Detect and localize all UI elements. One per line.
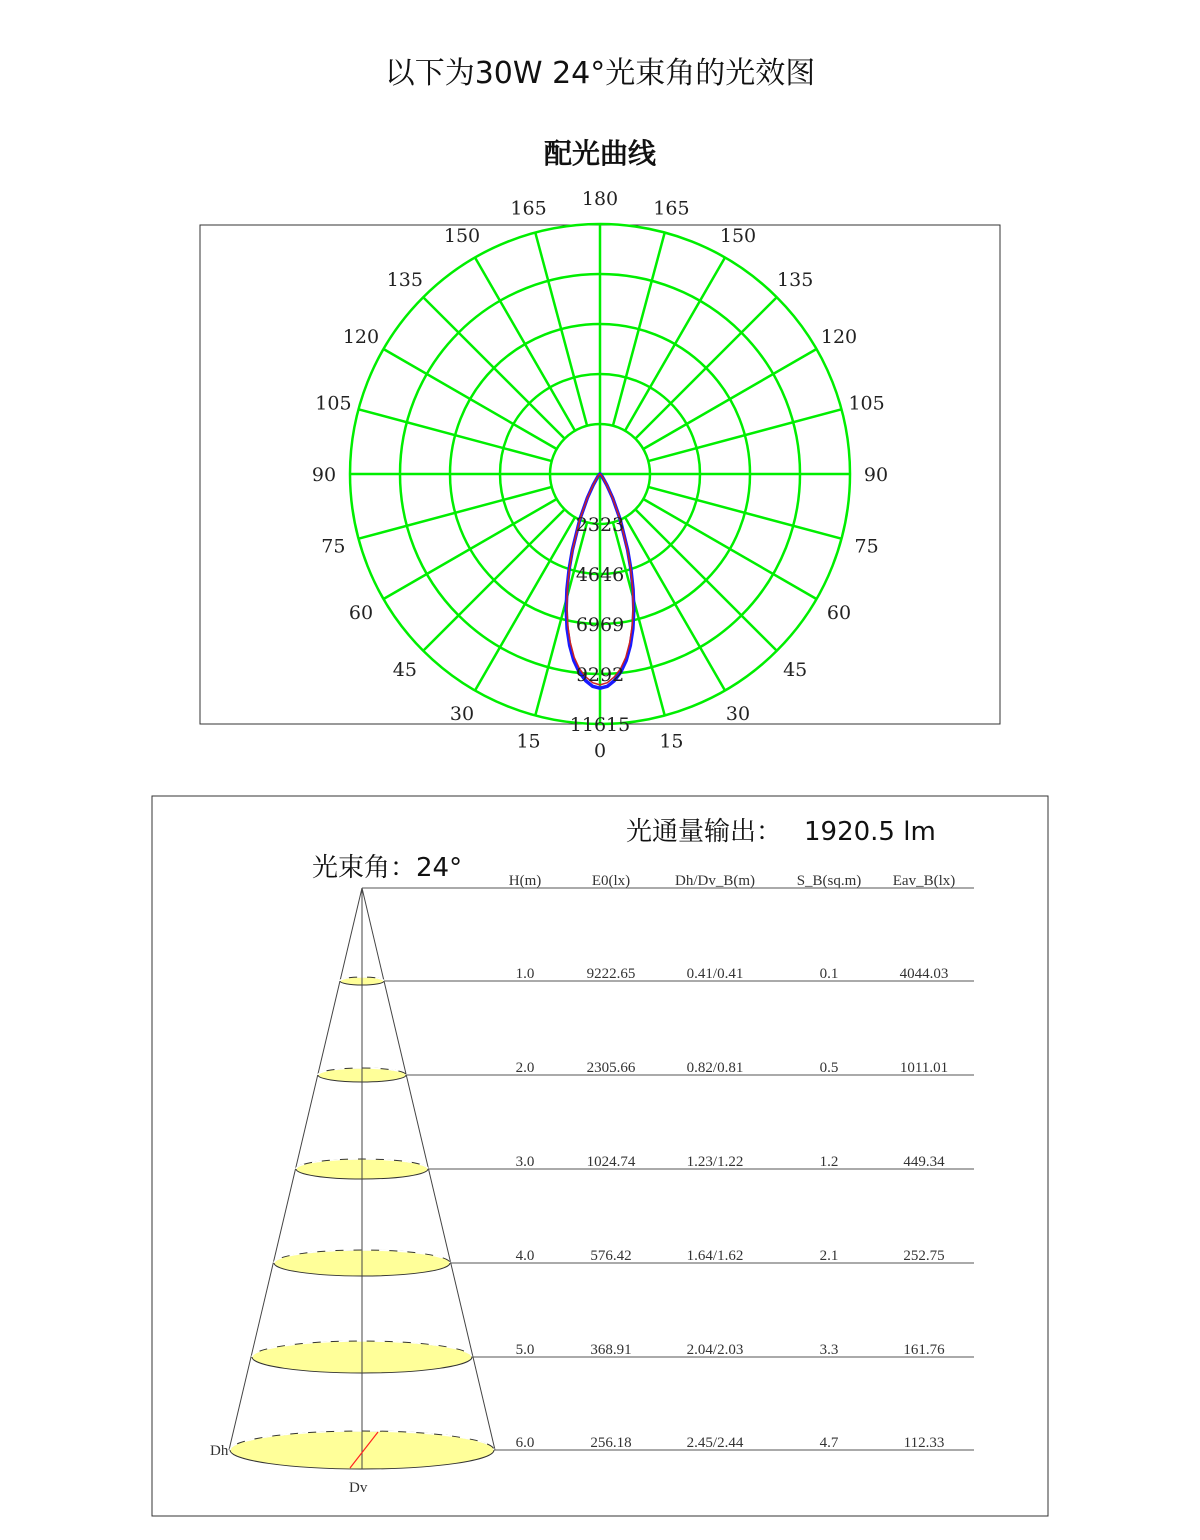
polar-chart-title: 配光曲线 bbox=[543, 137, 656, 170]
angle-label: 135 bbox=[777, 268, 814, 291]
polar-spoke bbox=[475, 517, 575, 690]
polar-spoke bbox=[635, 509, 776, 650]
table-cell: 1.64/1.62 bbox=[686, 1248, 744, 1264]
table-cell: 3.0 bbox=[515, 1154, 535, 1170]
table-cell: 2.04/2.03 bbox=[686, 1342, 744, 1358]
beam-table-chart bbox=[0, 780, 1200, 1540]
table-cell: 4.0 bbox=[515, 1248, 535, 1264]
column-header: Eav_B(lx) bbox=[892, 873, 956, 889]
table-cell: 112.33 bbox=[903, 1435, 945, 1451]
radial-tick-label: 9292 bbox=[575, 664, 625, 686]
angle-label: 60 bbox=[348, 602, 374, 624]
angle-label: 90 bbox=[863, 464, 889, 486]
polar-spoke bbox=[535, 233, 587, 426]
table-cell: 4044.03 bbox=[899, 966, 949, 982]
column-header: Dh/Dv_B(m) bbox=[675, 873, 755, 889]
table-cell: 5.0 bbox=[515, 1342, 535, 1358]
table-cell: 2.45/2.44 bbox=[686, 1435, 744, 1451]
polar-spoke bbox=[635, 297, 776, 438]
column-header: S_B(sq.m) bbox=[796, 873, 862, 889]
angle-label: 45 bbox=[392, 659, 417, 682]
angle-label: 150 bbox=[719, 224, 757, 247]
angle-label: 105 bbox=[848, 392, 885, 415]
table-cell: 0.1 bbox=[819, 966, 839, 982]
polar-spoke bbox=[625, 257, 725, 430]
table-cell: 0.41/0.41 bbox=[686, 966, 744, 982]
table-cell: 1011.01 bbox=[899, 1060, 949, 1076]
polar-spoke bbox=[648, 409, 841, 461]
table-cell: 1.0 bbox=[515, 966, 535, 982]
table-cell: 256.18 bbox=[590, 1435, 632, 1451]
polar-spoke bbox=[423, 509, 564, 650]
table-cell: 1024.74 bbox=[586, 1154, 636, 1170]
polar-spoke bbox=[625, 517, 725, 690]
angle-label: 90 bbox=[311, 464, 337, 486]
angle-label: 45 bbox=[783, 659, 808, 682]
angle-label: 15 bbox=[516, 730, 541, 753]
table-cell: 252.75 bbox=[903, 1248, 945, 1264]
table-cell: 4.7 bbox=[819, 1435, 839, 1451]
angle-label: 120 bbox=[342, 326, 380, 348]
angle-label: 30 bbox=[449, 703, 475, 726]
polar-spoke bbox=[475, 257, 575, 430]
angle-label: 180 bbox=[581, 188, 619, 210]
angle-label: 120 bbox=[820, 326, 858, 348]
column-header: E0(lx) bbox=[591, 873, 631, 889]
table-cell: 161.76 bbox=[903, 1342, 945, 1358]
polar-spoke bbox=[613, 233, 665, 426]
table-cell: 9222.65 bbox=[586, 966, 636, 982]
polar-spoke bbox=[383, 349, 556, 449]
angle-label: 60 bbox=[826, 602, 852, 624]
table-cell: 576.42 bbox=[590, 1248, 632, 1264]
polar-spoke bbox=[643, 499, 816, 599]
luminous-flux-value: 1920.5 lm bbox=[804, 817, 936, 847]
table-cell: 6.0 bbox=[515, 1435, 535, 1451]
table-cell: 2.1 bbox=[819, 1248, 839, 1264]
table-cell: 2.0 bbox=[515, 1060, 535, 1076]
polar-spoke bbox=[359, 487, 552, 539]
angle-label: 135 bbox=[386, 268, 423, 291]
polar-spoke bbox=[648, 487, 841, 539]
table-cell: 1.23/1.22 bbox=[686, 1154, 744, 1170]
angle-label: 15 bbox=[659, 730, 684, 753]
angle-label: 165 bbox=[510, 197, 547, 220]
angle-label: 165 bbox=[653, 197, 690, 220]
page-title: 以下为30W 24°光束角的光效图 bbox=[384, 56, 816, 91]
angle-label: 150 bbox=[443, 224, 481, 247]
table-cell: 368.91 bbox=[590, 1342, 632, 1358]
radial-tick-label: 11615 bbox=[569, 714, 631, 736]
beam-angle-label: 光束角：24° bbox=[312, 853, 463, 883]
luminous-flux-label: 光通量输出： bbox=[626, 817, 783, 847]
dv-label: Dv bbox=[349, 1480, 368, 1496]
radial-tick-label: 2323 bbox=[575, 514, 625, 536]
table-cell: 3.3 bbox=[819, 1342, 839, 1358]
table-cell: 0.82/0.81 bbox=[686, 1060, 744, 1076]
dh-label: Dh bbox=[210, 1443, 229, 1459]
polar-spoke bbox=[423, 297, 564, 438]
radial-tick-label: 4646 bbox=[575, 564, 625, 586]
angle-label: 30 bbox=[725, 703, 751, 726]
angle-label: 75 bbox=[854, 535, 879, 558]
angle-label: 75 bbox=[321, 535, 346, 558]
table-cell: 449.34 bbox=[903, 1154, 945, 1170]
radial-tick-label: 6969 bbox=[575, 614, 625, 636]
table-cell: 1.2 bbox=[819, 1154, 839, 1170]
polar-spoke bbox=[643, 349, 816, 449]
polar-spoke bbox=[359, 409, 552, 461]
polar-spoke bbox=[383, 499, 556, 599]
angle-label: 105 bbox=[315, 392, 352, 415]
column-header: H(m) bbox=[508, 873, 542, 889]
table-cell: 2305.66 bbox=[586, 1060, 636, 1076]
table-cell: 0.5 bbox=[819, 1060, 839, 1076]
angle-label: 0 bbox=[593, 740, 607, 762]
